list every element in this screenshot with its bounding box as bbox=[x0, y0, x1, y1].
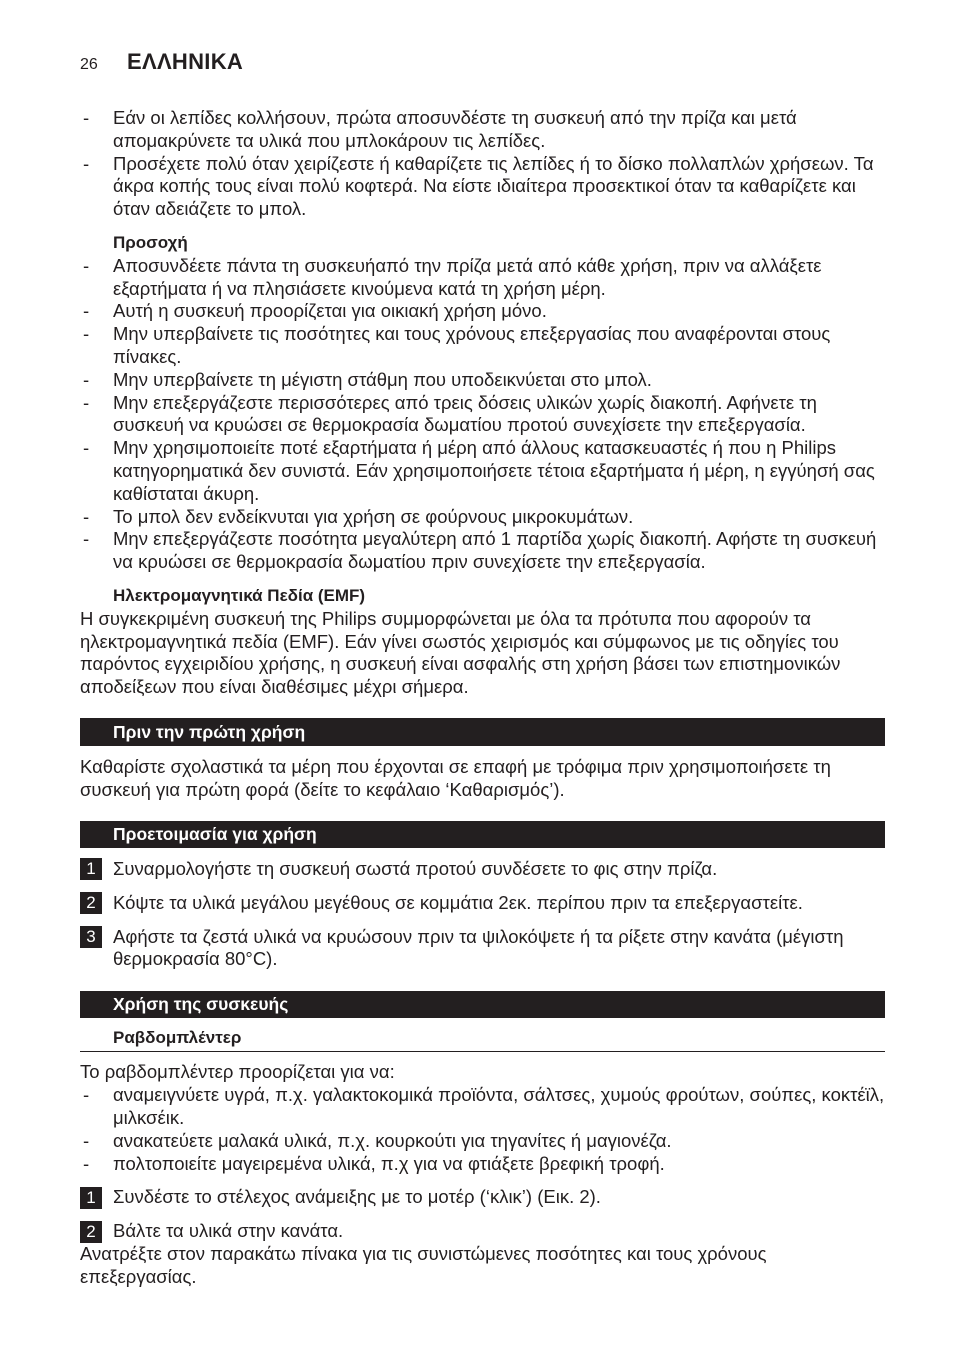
list-item: - Αυτή η συσκευή προορίζεται για οικιακή χρήση μόνο. bbox=[80, 300, 885, 323]
step-text: Βάλτε τα υλικά στην κανάτα. bbox=[113, 1220, 344, 1242]
list-item: - Μην επεξεργάζεστε ποσότητα μεγαλύτερη από 1 παρτίδα χωρίς διακοπή. Αφήστε τη συσκευή να κρυώσει σε θερμοκρασία δωματίου πριν συνεχίσετε την επεξεργασία. bbox=[80, 528, 885, 574]
list-item: - Το μπολ δεν ενδείκνυται για χρήση σε φούρνους μικροκυμάτων. bbox=[80, 506, 885, 529]
before-first-use-paragraph: Καθαρίστε σχολαστικά τα μέρη που έρχονται σε επαφή με τρόφιμα πριν χρησιμοποιήσετε τη συσκευή για πρώτη φορά (δείτε το κεφάλαιο ‘Καθαρισμός’). bbox=[80, 755, 831, 800]
list-item: - Προσέχετε πολύ όταν χειρίζεστε ή καθαρίζετε τις λεπίδες ή το δίσκο πολλαπλών χρήσεων. Τα άκρα κοπής τους είναι πολύ κοφτερά. Να είστε ιδιαίτερα προσεκτικοί όταν τα καθαρίζετε και όταν αδειάζετε το μπολ. bbox=[80, 153, 885, 221]
list-item: - Μην υπερβαίνετε τη μέγιστη στάθμη που υποδεικνύεται στο μπολ. bbox=[80, 369, 885, 392]
step-item bbox=[80, 892, 885, 915]
list-item: - Μην επεξεργάζεστε περισσότερες από τρεις δόσεις υλικών χωρίς διακοπή. Αφήνετε τη συσκευή να κρυώσει σε θερμοκρασία δωματίου προτού συνεχίσετε την επεξεργασία. bbox=[80, 392, 885, 438]
page-header bbox=[80, 50, 885, 74]
step-number-badge: 1 bbox=[80, 1187, 102, 1209]
step-item bbox=[80, 858, 885, 881]
hand-blender-heading: Ραβδομπλέντερ bbox=[80, 1027, 885, 1052]
step-item bbox=[80, 1186, 885, 1209]
step-number-badge: 1 bbox=[80, 858, 102, 880]
step-item bbox=[80, 1220, 885, 1243]
step-text: Κόψτε τα υλικά μεγάλου μεγέθους σε κομμάτια 2εκ. περίπου πριν τα επεξεργαστείτε. bbox=[113, 891, 803, 913]
section-bar-before-first-use: Πριν την πρώτη χρήση bbox=[80, 718, 885, 746]
list-item: - Εάν οι λεπίδες κολλήσουν, πρώτα αποσυνδέστε τη συσκευή από την πρίζα και μετά απομακρύνετε τα υλικά που μπλοκάρουν τις λεπίδες. bbox=[80, 107, 885, 153]
table-reference-note: Ανατρέξτε στον παρακάτω πίνακα για τις συνιστώμενες ποσότητες και τους χρόνους επεξεργασίας. bbox=[80, 1243, 767, 1288]
step-number-badge: 2 bbox=[80, 892, 102, 914]
list-item: - ανακατεύετε μαλακά υλικά, π.χ. κουρκούτι για τηγανίτες ή μαγιονέζα. bbox=[80, 1130, 885, 1153]
list-item: - Μην χρησιμοποιείτε ποτέ εξαρτήματα ή μέρη από άλλους κατασκευαστές ή που η Philips κατηγορηματικά δεν συνιστά. Εάν χρησιμοποιήσετε τέτοια εξαρτήματα ή μέρη, η εγγύησή σας καθίσταται άκυρη. bbox=[80, 437, 885, 505]
language-title: ΕΛΛΗΝΙΚΑ bbox=[127, 49, 244, 74]
emf-paragraph: Η συγκεκριμένη συσκευή της Philips συμμορφώνεται με όλα τα πρότυπα που αφορούν τα ηλεκτρομαγνητικά πεδία (EMF). Εάν γίνει σωστός χειρισμός και σύμφωνος με τις οδηγίες του παρόντος εγχειριδίου χρήσης, η συσκευή είναι ασφαλής στη χρήση βάσει των επιστημονικών αποδείξεων που είναι διαθέσιμες μέχρι σήμερα. bbox=[80, 607, 841, 698]
step-text: Συνδέστε το στέλεχος ανάμειξης με το μοτέρ (‘κλικ’) (Εικ. 2). bbox=[113, 1186, 601, 1208]
hand-blender-intro: Το ραβδομπλέντερ προορίζεται για να: bbox=[80, 1061, 395, 1083]
list-item: - αναμειγνύετε υγρά, π.χ. γαλακτοκομικά προϊόντα, σάλτσες, χυμούς φρούτων, σούπες, κοκτέϊλ, μιλκσέικ. bbox=[80, 1084, 885, 1130]
step-item bbox=[80, 926, 885, 972]
step-text: Αφήστε τα ζεστά υλικά να κρυώσουν πριν τα ψιλοκόψετε ή τα ρίξετε στην κανάτα (μέγιστη θερμοκρασία 80°C). bbox=[113, 925, 844, 970]
page-number: 26 bbox=[80, 56, 98, 73]
hand-blender-uses-list bbox=[80, 1084, 885, 1175]
emf-heading: Ηλεκτρομαγνητικά Πεδία (EMF) bbox=[113, 585, 366, 605]
step-text: Συναρμολογήστε τη συσκευή σωστά προτού συνδέσετε το φις στην πρίζα. bbox=[113, 857, 718, 879]
section-bar-using-the-appliance: Χρήση της συσκευής bbox=[80, 991, 885, 1018]
step-number-badge: 2 bbox=[80, 1221, 102, 1243]
page-content bbox=[80, 0, 885, 1289]
warnings-list bbox=[80, 107, 885, 221]
list-item: - πολτοποιείτε μαγειρεμένα υλικά, π.χ για να φτιάξετε βρεφική τροφή. bbox=[80, 1153, 885, 1176]
list-item: - Μην υπερβαίνετε τις ποσότητες και τους χρόνους επεξεργασίας που αναφέρονται στους πίνακες. bbox=[80, 323, 885, 369]
section-bar-preparing-for-use: Προετοιμασία για χρήση bbox=[80, 821, 885, 848]
caution-list bbox=[80, 255, 885, 574]
step-number-badge: 3 bbox=[80, 926, 102, 948]
list-item: - Αποσυνδέετε πάντα τη συσκευήαπό την πρίζα μετά από κάθε χρήση, πριν να αλλάξετε εξαρτήματα ή να πλησιάσετε κινούμενα κατά τη χρήση μέρη. bbox=[80, 255, 885, 301]
caution-heading: Προσοχή bbox=[113, 232, 188, 252]
